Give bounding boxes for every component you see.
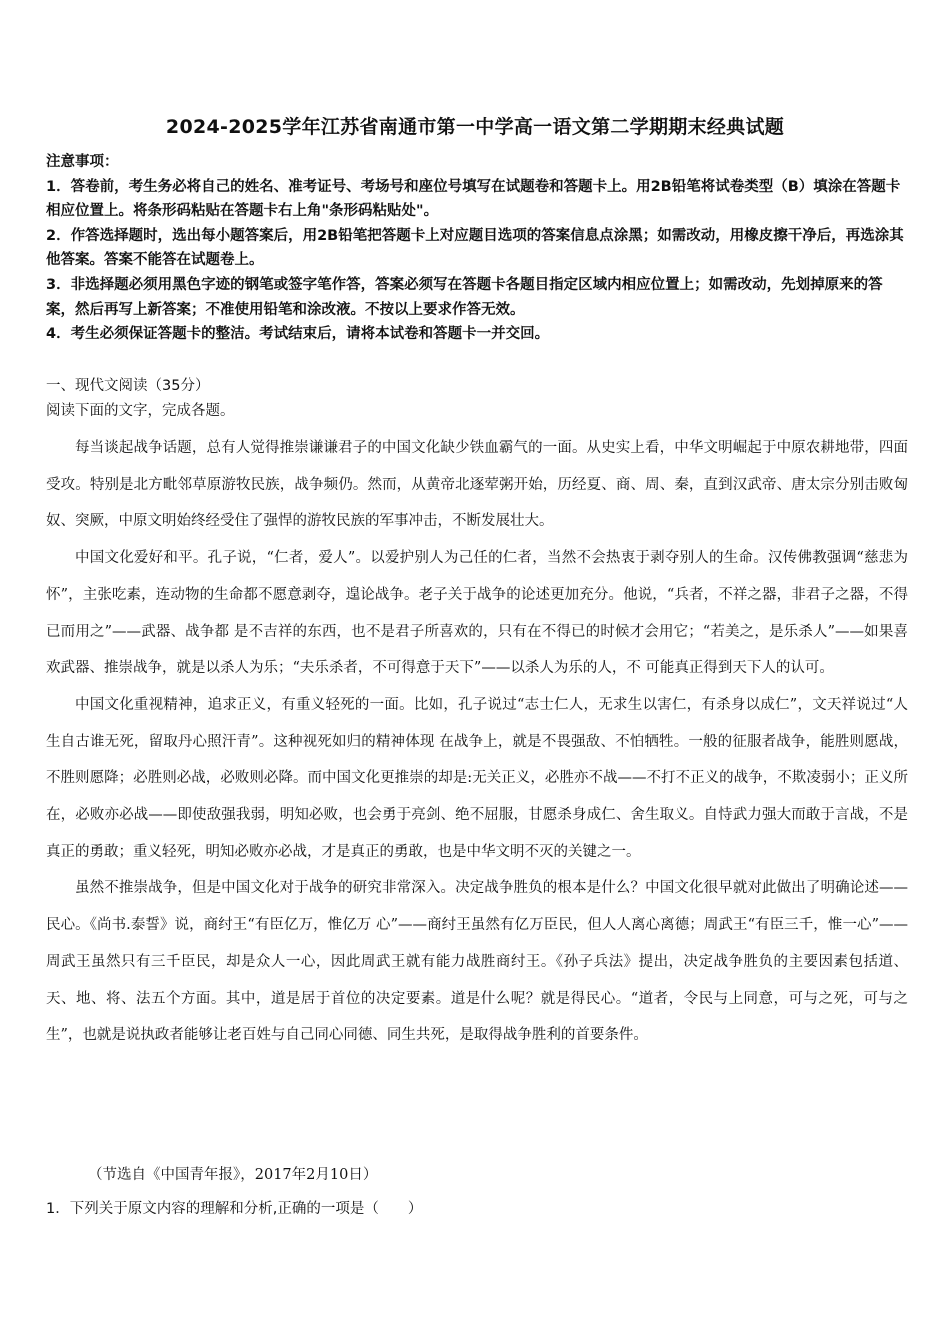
article-paragraph-1: 每当谈起战争话题，总有人觉得推崇谦谦君子的中国文化缺少铁血霸气的一面。从史实上看，中华文明崛起于中原农耕地带，四面受攻。特别是北方毗邻草原游牧民族，战争频仍。然而，从黄帝北逐荤粥开始，历经夏、商、周、秦，直到汉武帝、唐太宗分别击败匈奴、突厥，中原文明始终经受住了强悍的游牧民族的军事冲击，不断发展壮大。: [46, 440, 908, 530]
exam-title: 2024-2025学年江苏省南通市第一中学高一语文第二学期期末经典试题: [165, 116, 785, 138]
reading-instruction: 阅读下面的文字，完成各题。: [46, 403, 235, 419]
article-paragraph-2: 中国文化爱好和平。孔子说，“仁者，爱人”。以爱护别人为己任的仁者，当然不会热衷于剥夺别人的生命。汉传佛教强调“慈悲为怀”，主张吃素，连动物的生命都不愿意剥夺，遑论战争。老子关于战争的论述更加充分。他说，“兵者，不祥之器，非君子之器，不得已而用之”——武器、战争都 是不吉祥的东西，也不是君子所喜欢的，只有在不得已的时候才会用它；“若美之，是乐杀人”——如果喜欢武器、推崇战争，就是以杀人为乐；“夫乐杀者，不可得意于天下”——以杀人为乐的人，不 可能真正得到天下人的认可。: [46, 550, 908, 677]
notice-item-2: 2．作答选择题时，选出每小题答案后，用2B铅笔把答题卡上对应题目选项的答案信息点涂黑；如需改动，用橡皮擦干净后，再选涂其他答案。答案不能答在试题卷上。: [46, 227, 904, 269]
notice-item-4: 4．考生必须保证答题卡的整洁。考试结束后，请将本试卷和答题卡一并交回。: [46, 326, 550, 343]
article-paragraph-4: 虽然不推崇战争，但是中国文化对于战争的研究非常深入。决定战争胜负的根本是什么？中国文化很早就对此做出了明确论述——民心。《尚书.泰誓》说，商纣王“有臣亿万，惟亿万 心”——商纣王虽然有亿万臣民，但人人离心离德；周武王“有臣三千，惟一心”——周武王虽然只有三千臣民，却是众人一心，因此周武王就有能力战胜商纣王。《孙子兵法》提出，决定战争胜负的主要因素包括道、天、地、将、法五个方面。其中，道是居于首位的决定要素。道是什么呢？就是得民心。“道者，令民与上同意，可与之死，可与之生”，也就是说执政者能够让老百姓与自己同心同德、同生共死，是取得战争胜利的首要条件。: [46, 880, 908, 1044]
article-source: （节选自《中国青年报》，2017年2月10日）: [88, 1167, 378, 1183]
notice-item-1: 1．答卷前，考生务必将自己的姓名、准考证号、考场号和座位号填写在试题卷和答题卡上。用2B铅笔将试卷类型（B）填涂在答题卡相应位置上。将条形码粘贴在答题卡右上角"条形码粘贴处"。: [46, 178, 901, 220]
reading-article: [46, 430, 908, 1054]
question-1: 1．下列关于原文内容的理解和分析,正确的一项是（ ）: [46, 1201, 423, 1217]
notice-heading: 注意事项：: [46, 154, 119, 170]
article-paragraph-3: 中国文化重视精神，追求正义，有重义轻死的一面。比如，孔子说过“志士仁人，无求生以害仁，有杀身以成仁”，文天祥说过“人生自古谁无死，留取丹心照汗青”。这种视死如归的精神体现 在战争上，就是不畏强敌、不怕牺牲。一般的征服者战争，能胜则愿战，不胜则愿降；必胜则必战，必败则必降。而中国文化更推崇的却是:无关正义，必胜亦不战——不打不正义的战争，不欺凌弱小；正义所在，必败亦必战——即使敌强我弱，明知必败，也会勇于亮剑、绝不屈服，甘愿杀身成仁、舍生取义。自恃武力强大而敢于言战，不是真正的勇敢；重义轻死，明知必败亦必战，才是真正的勇敢，也是中华文明不灭的关键之一。: [46, 696, 908, 860]
notice-item-3: 3．非选择题必须用黑色字迹的钢笔或签字笔作答，答案必须写在答题卡各题目指定区域内相应位置上；如需改动，先划掉原来的答案，然后再写上新答案；不准使用铅笔和涂改液。不按以上要求作答无效。: [46, 276, 883, 318]
notice-section: [46, 150, 908, 347]
section-heading: 一、现代文阅读（35分）: [46, 378, 210, 394]
